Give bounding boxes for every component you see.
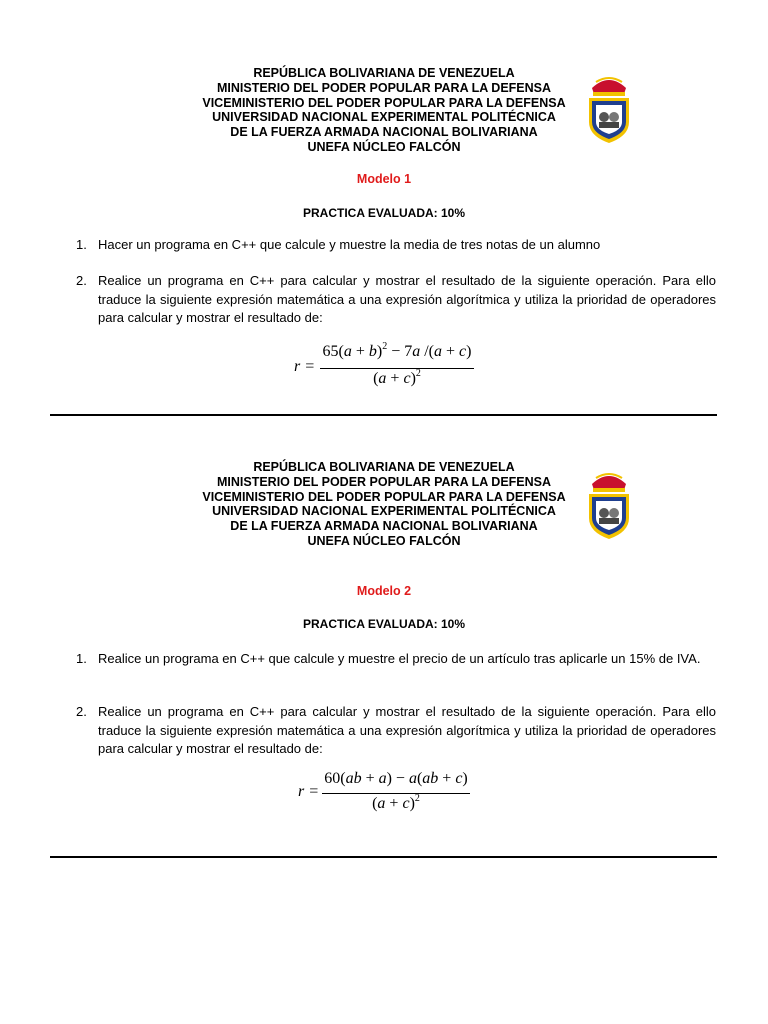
section-divider xyxy=(50,856,717,858)
exercise-text: Realice un programa en C++ que calcule y muestre el precio de un artículo tras aplicarle un 15% de IVA. xyxy=(98,651,701,666)
header-line: UNEFA NÚCLEO FALCÓN xyxy=(307,533,461,548)
header-line: UNEFA NÚCLEO FALCÓN xyxy=(307,139,461,154)
header-line: MINISTERIO DEL PODER POPULAR PARA LA DEFENSA xyxy=(216,474,552,489)
exercise-text: Hacer un programa en C++ que calcule y muestre la media de tres notas de un alumno xyxy=(98,237,601,252)
formula-lhs: r = xyxy=(298,783,320,800)
exercise-item xyxy=(76,272,716,328)
header-line: DE LA FUERZA ARMADA NACIONAL BOLIVARIANA xyxy=(230,519,538,534)
math-formula xyxy=(294,343,484,391)
exercise-item xyxy=(76,650,716,669)
math-formula xyxy=(298,770,478,816)
header-line: VICEMINISTERIO DEL PODER POPULAR PARA LA DEFENSA xyxy=(202,489,566,504)
header-line: UNIVERSIDAD NACIONAL EXPERIMENTAL POLITÉCNICA xyxy=(212,110,556,125)
header-line: REPÚBLICA BOLIVARIANA DE VENEZUELA xyxy=(253,66,515,80)
exercise-item xyxy=(76,236,716,255)
fraction-bar xyxy=(320,368,474,369)
institution-header-2 xyxy=(150,460,618,549)
exercise-text: Realice un programa en C++ para calcular y mostrar el resultado de la siguiente operación. Para ello traduce la siguiente expresión matemática a una expresión algorítmica y utiliza la prioridad de operadores para calcular y mostrar el resultado de: xyxy=(98,704,716,756)
practice-subtitle: PRACTICA EVALUADA: 10% xyxy=(302,206,465,220)
header-line: REPÚBLICA BOLIVARIANA DE VENEZUELA xyxy=(253,460,515,474)
header-line: MINISTERIO DEL PODER POPULAR PARA LA DEFENSA xyxy=(216,80,552,95)
exercise-number: 2. xyxy=(76,704,87,719)
exercise-number: 2. xyxy=(76,273,87,288)
formula-numerator: $65(a + b)^2 - 7a$ /(a + c) xyxy=(322,341,472,360)
practice-subtitle: PRACTICA EVALUADA: 10% xyxy=(302,617,465,631)
formula-numerator: 60(ab + a) − a(ab + c) xyxy=(324,770,468,787)
model-title: Modelo 2 xyxy=(356,584,412,598)
exercise-item xyxy=(76,703,716,759)
exercise-number: 1. xyxy=(76,237,87,252)
formula-denominator: $(a + c)^2$ xyxy=(373,368,421,387)
university-crest-logo xyxy=(584,466,634,540)
section-divider xyxy=(50,414,717,416)
formula-lhs: r = xyxy=(294,358,316,375)
university-crest-logo xyxy=(584,70,634,144)
formula-denominator: $(a + c)^2$ xyxy=(372,793,420,812)
exercise-number: 1. xyxy=(76,651,87,666)
fraction-bar xyxy=(322,793,470,794)
header-line: DE LA FUERZA ARMADA NACIONAL BOLIVARIANA xyxy=(230,125,538,140)
exercise-text: Realice un programa en C++ para calcular y mostrar el resultado de la siguiente operación. Para ello traduce la siguiente expresión matemática a una expresión algorítmica y utiliza la prioridad de operadores para calcular y mostrar el resultado de: xyxy=(98,273,716,325)
header-line: VICEMINISTERIO DEL PODER POPULAR PARA LA DEFENSA xyxy=(202,95,566,110)
header-line: UNIVERSIDAD NACIONAL EXPERIMENTAL POLITÉCNICA xyxy=(212,504,556,519)
model-title: Modelo 1 xyxy=(356,172,412,186)
institution-header-1 xyxy=(150,66,618,155)
